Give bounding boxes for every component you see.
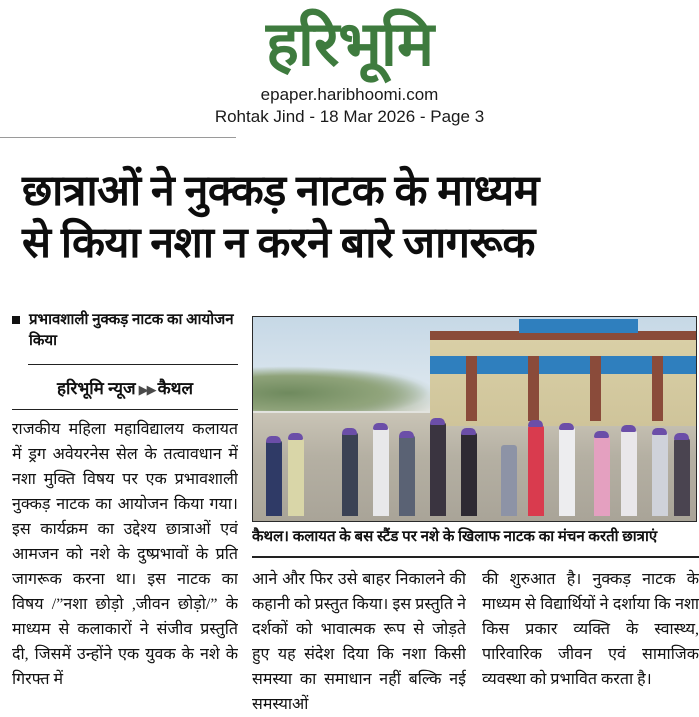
body-column-3: की शुरुआत है। नुक्कड़ नाटक के माध्यम से विद्यार्थियों ने दर्शाया कि नशा किस प्रकार व्यक्ति के स्वास्थ्य, पारिवारिक जीवन एवं सामाजिक व्यवस्था को प्रभावित करता है।: [482, 571, 699, 688]
double-arrow-icon: ▶▶: [138, 382, 155, 397]
article-photo: [252, 316, 697, 522]
newspaper-logo: हरिभूमि: [265, 11, 434, 79]
byline: [12, 377, 238, 402]
photo-crowd: [253, 395, 696, 521]
headline-line-2: से किया नशा न करने बारे जागरूक: [22, 220, 535, 267]
body-column-1: राजकीय महिला महाविद्यालय कलायत में ड्रग अवेयरनेस सेल के तत्वावधान में नशा मुक्ति विषय पर एक प्रभावशाली नुक्कड़ नाटक का आयोजन किया गया। इस कार्यक्रम का उद्देश्य छात्राओं एवं आमजन को नशे के दुष्प्रभावों के प्रति जागरूक करना था। इस नाटक का विषय /”नशा छोड़ो ,जीवन छोड़ो/” के माध्यम से कलाकारों ने संजीव प्रस्तुति दी, जिसमें उन्होंने एक युवक के नशे के गिरफ्त में: [12, 421, 238, 688]
headline-line-1: छात्राओं ने नुक्कड़ नाटक के माध्यम: [22, 168, 539, 215]
subhead-bullet-item: [12, 310, 238, 352]
byline-source: हरिभूमि न्यूज: [56, 379, 136, 398]
byline-divider: [12, 409, 238, 410]
header-divider: [0, 137, 236, 138]
subhead-divider: [28, 364, 238, 365]
edition-info: Rohtak Jind - 18 Mar 2026 - Page 3: [214, 107, 485, 126]
epaper-url[interactable]: epaper.haribhoomi.com: [260, 85, 439, 104]
body-column-2: आने और फिर उसे बाहर निकालने की कहानी को प्रस्तुत किया। इस प्रस्तुति ने दर्शकों को भावात्मक रूप से जोड़ते हुए यह संदेश दिया कि नशा किसी समस्या का समाधान नहीं बल्कि नई समस्याओं: [252, 571, 466, 713]
article-headline: [22, 166, 699, 270]
photo-terminal-sign: [519, 319, 639, 333]
byline-place: कैथल: [157, 379, 194, 398]
article-photo-container: [252, 316, 699, 524]
caption-divider: [252, 556, 699, 558]
left-column: [12, 310, 238, 717]
photo-caption: कैथल। कलायत के बस स्टैंड पर नशे के खिलाफ नाटक का मंचन करती छात्राएं: [252, 529, 658, 545]
masthead: [0, 0, 699, 128]
bullet-square-icon: [12, 316, 20, 324]
subhead-text: प्रभावशाली नुक्कड़ नाटक का आयोजन किया: [29, 312, 234, 349]
